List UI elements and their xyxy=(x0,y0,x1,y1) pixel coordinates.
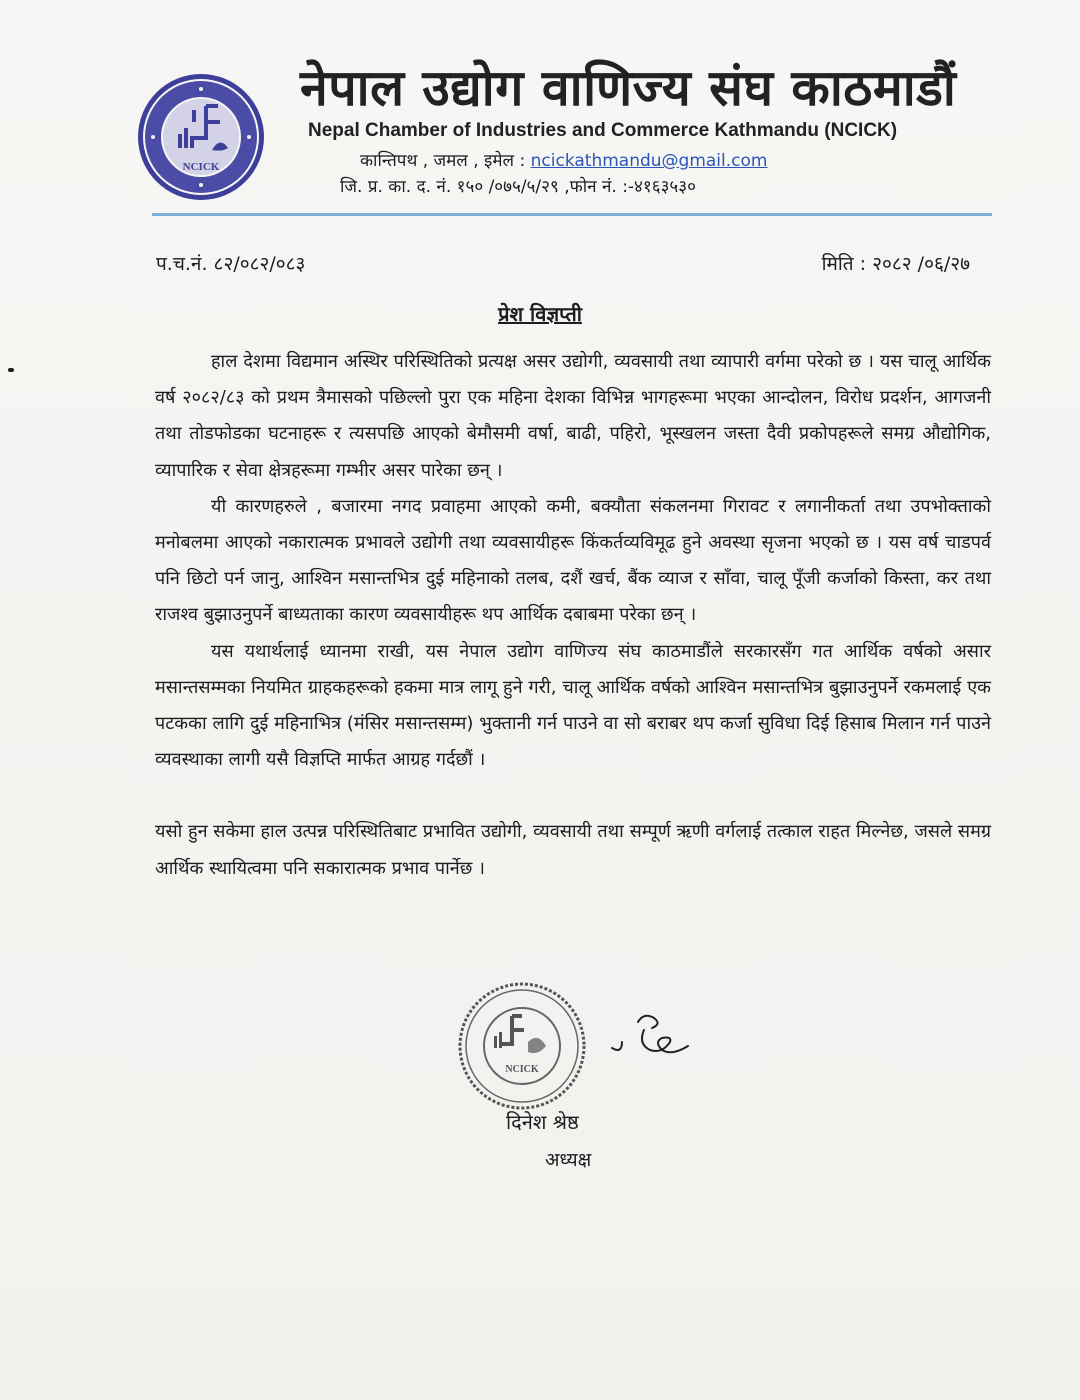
signatory-title: अध्यक्ष xyxy=(545,1149,592,1171)
email-link[interactable]: ncickathmandu@gmail.com xyxy=(530,151,768,171)
subject-heading: प्रेश विज्ञप्ती xyxy=(498,302,582,326)
logo-text: NCICK xyxy=(182,161,220,173)
letter-body xyxy=(155,344,991,887)
paragraph: यसो हुन सकेमा हाल उत्पन्न परिस्थितिबाट प्रभावित उद्योगी, व्यवसायी तथा सम्पूर्ण ऋणी वर्गलाई तत्काल राहत मिल्नेछ, जसले समग्र आर्थिक स्थायित्वमा पनि सकारात्मक प्रभाव पार्नेछ । xyxy=(155,821,991,879)
signatory-name: दिनेश श्रेष्ठ xyxy=(506,1110,579,1134)
org-name-nepali: नेपाल उद्योग वाणिज्य संघ काठमाडौं xyxy=(300,59,957,117)
paragraph: हाल देशमा विद्यमान अस्थिर परिस्थितिको प्रत्यक्ष असर उद्योगी, व्यवसायी तथा व्यापारी वर्गमा परेको छ । यस चालू आर्थिक वर्ष २०८२/८३ को प्रथम त्रैमासको पछिल्लो पुरा एक महिना देशका विभिन्न भागहरूमा भएका आन्दोलन, विरोध प्रदर्शन, आगजनी तथा तोडफोडका घटनाहरू र त्यसपछि आएको बेमौसमी वर्षा, बाढी, पहिरो, भूस्खलन जस्ता दैवी प्रकोपहरूले समग्र औद्योगिक, व्यापारिक र सेवा क्षेत्रहरूमा गम्भीर असर पारेका छन् । xyxy=(155,351,991,481)
margin-mark xyxy=(8,368,14,372)
ncick-logo xyxy=(136,72,266,202)
official-stamp xyxy=(456,980,588,1112)
registration-line: जि. प्र. का. द. नं. १५० /०७५/५/२९ ,फोन नं. :-४१६३५३० xyxy=(340,177,696,197)
reference-number: प.च.नं. ८२/०८२/०८३ xyxy=(156,253,306,275)
signature xyxy=(608,1008,718,1068)
stamp-text: NCICK xyxy=(505,1064,539,1075)
letter-date: मिति : २०८२ /०६/२७ xyxy=(821,253,970,275)
header-divider xyxy=(152,213,992,216)
org-name-english: Nepal Chamber of Industries and Commerce Kathmandu (NCICK) xyxy=(308,120,898,141)
paragraph: यस यथार्थलाई ध्यानमा राखी, यस नेपाल उद्योग वाणिज्य संघ काठमाडौंले सरकारसँग गत आर्थिक वर्षको असार मसान्तसम्मका नियमित ग्राहकहरूको हकमा मात्र लागू हुने गरी, चालू आर्थिक वर्षको आश्विन मसान्तभित्र बुझाउनुपर्ने रकमलाई एक पटकका लागि दुई महिनाभित्र (मंसिर मसान्तसम्म) भुक्तानी गर्न पाउने वा सो बराबर थप कर्जा सुविधा दिई हिसाब मिलान गर्न पाउने व्यवस्थाका लागी यसै विज्ञप्ति मार्फत आग्रह गर्दछौं । xyxy=(155,640,991,771)
paragraph: यी कारणहरुले , बजारमा नगद प्रवाहमा आएको कमी, बक्यौता संकलनमा गिरावट र लगानीकर्ता तथा उपभोक्ताको मनोबलमा आएको नकारात्मक प्रभावले उद्योगी तथा व्यवसायीहरू किंकर्तव्यविमूढ हुने अवस्था सृजना भएको छ । यस वर्ष चाडपर्व पनि छिटो पर्न जानु, आश्विन मसान्तभित्र दुई महिनाको तलब, दशैं खर्च, बैंक व्याज र साँवा, चालू पूँजी कर्जाको किस्ता, कर तथा राजश्व बुझाउनुपर्ने बाध्यताका कारण व्यवसायीहरू थप आर्थिक दबाबमा परेका छन् । xyxy=(155,495,991,626)
address-line xyxy=(360,148,767,171)
address-text: कान्तिपथ , जमल , इमेल : xyxy=(360,151,531,171)
